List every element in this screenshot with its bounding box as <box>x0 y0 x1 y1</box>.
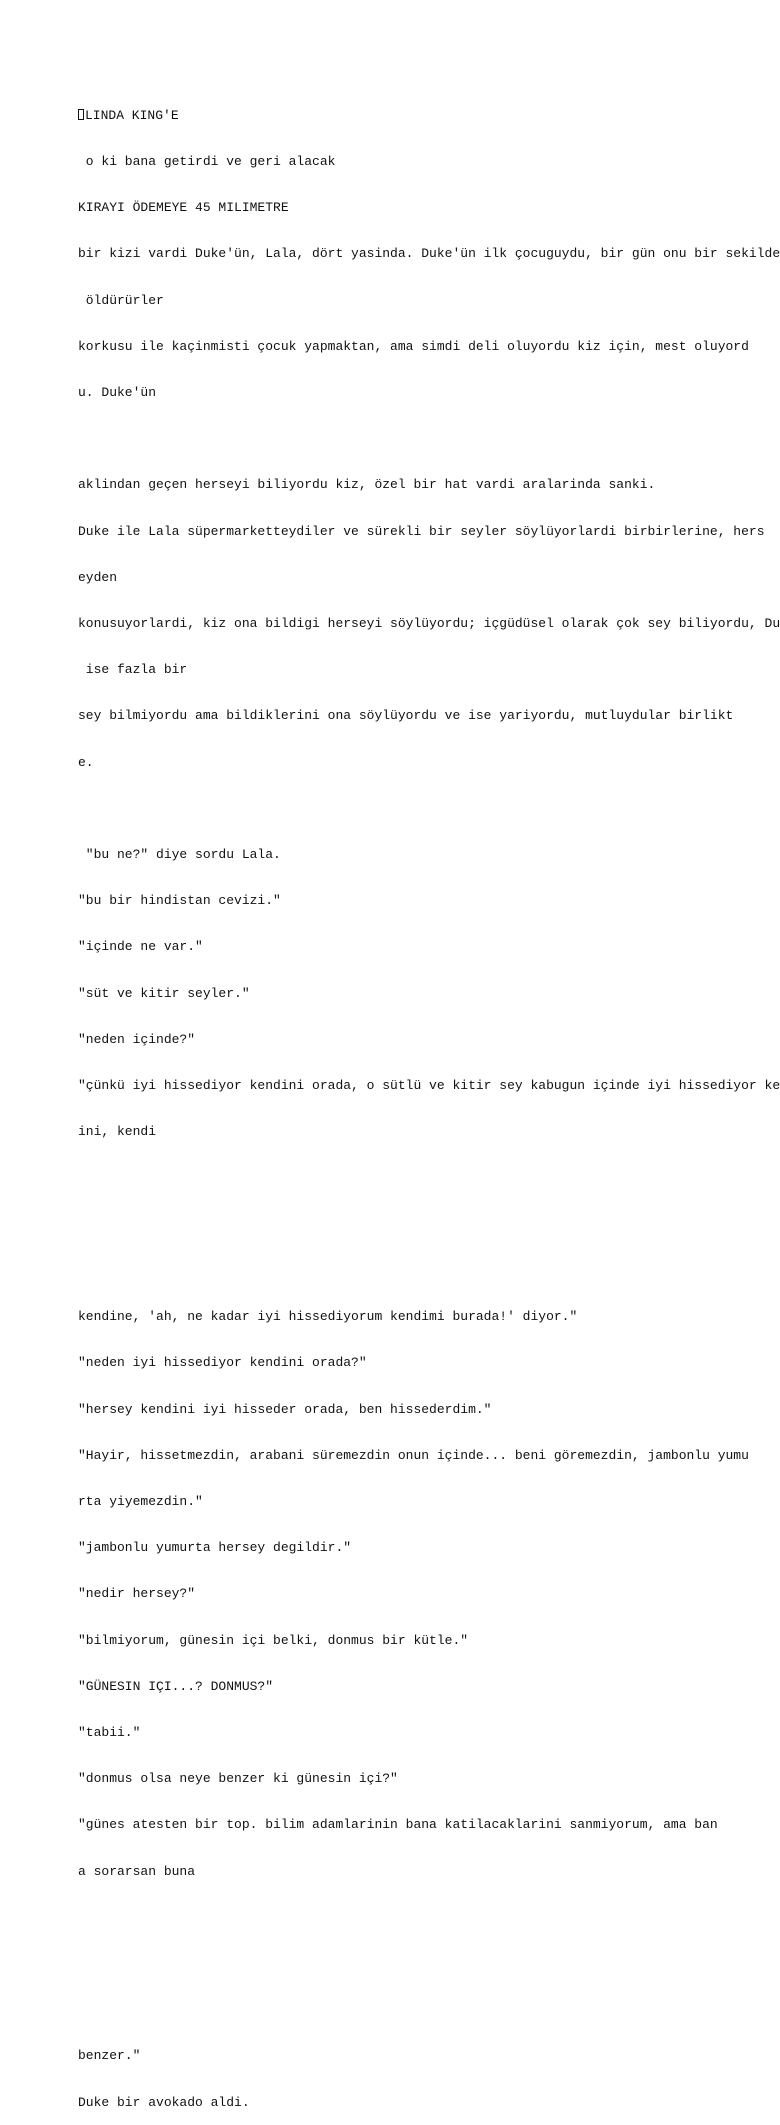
text-line: korkusu ile kaçinmisti çocuk yapmaktan, ama simdi deli oluyordu kiz için, mest oluyord <box>78 338 749 354</box>
text-line: "bu ne?" diye sordu Lala. <box>78 847 281 863</box>
blank-line <box>78 1910 768 1925</box>
text-line: Duke bir avokado aldi. <box>78 2094 250 2110</box>
text-line: kendine, 'ah, ne kadar iyi hissediyorum kendimi burada!' diyor." <box>78 1309 578 1325</box>
title-line <box>78 108 768 123</box>
text-line: ise fazla bir <box>78 662 188 678</box>
text-line: ini, kendi <box>78 1124 157 1140</box>
text-line: benzer." <box>78 2048 141 2064</box>
missing-glyph-icon <box>78 109 84 120</box>
text-line: "tabii." <box>78 1724 141 1740</box>
text-line: sey bilmiyordu ama bildiklerini ona söylüyordu ve ise yariyordu, mutluydular birlikt <box>78 708 734 724</box>
text-line: u. Duke'ün <box>78 385 157 401</box>
title-text: LINDA KING'E <box>85 107 179 123</box>
text-line: "süt ve kitir seyler." <box>78 985 250 1001</box>
text-line: "GÜNESIN IÇI...? DONMUS?" <box>78 1678 274 1694</box>
blank-line <box>78 431 768 446</box>
text-line: a sorarsan buna <box>78 1863 196 1879</box>
text-line: o ki bana getirdi ve geri alacak <box>78 154 336 170</box>
blank-line <box>78 1170 768 1185</box>
text-line: konusuyorlardi, kiz ona bildigi herseyi söylüyordu; içgüdüsel olarak çok sey biliyordu, Du <box>78 616 780 632</box>
text-line: rta yiyemezdin." <box>78 1493 203 1509</box>
text-line: "neden içinde?" <box>78 1031 196 1047</box>
text-line: "içinde ne var." <box>78 939 203 955</box>
text-line: "donmus olsa neye benzer ki günesin içi?" <box>78 1771 398 1787</box>
text-line: "nedir hersey?" <box>78 1586 196 1602</box>
text-line: eyden <box>78 569 118 585</box>
text-line: öldürürler <box>78 292 164 308</box>
text-line: Duke ile Lala süpermarketteydiler ve sürekli bir seyler söylüyorlardi birbirlerine, hers <box>78 523 765 539</box>
document-body <box>78 77 780 2125</box>
text-line: aklindan geçen herseyi biliyordu kiz, özel bir hat vardi aralarinda sanki. <box>78 477 656 493</box>
text-line: "neden iyi hissediyor kendini orada?" <box>78 1355 367 1371</box>
blank-line <box>78 1263 768 1278</box>
text-line: "günes atesten bir top. bilim adamlarinin bana katilacaklarini sanmiyorum, ama ban <box>78 1817 718 1833</box>
blank-line <box>78 2002 768 2017</box>
text-line: "Hayir, hissetmezdin, arabani süremezdin onun içinde... beni göremezdin, jambonlu yumu <box>78 1447 749 1463</box>
text-line: e. <box>78 754 94 770</box>
blank-line <box>78 801 768 816</box>
text-line: "bilmiyorum, günesin içi belki, donmus bir kütle." <box>78 1632 469 1648</box>
text-line: KIRAYI ÖDEMEYE 45 MILIMETRE <box>78 200 289 216</box>
blank-line <box>78 1956 768 1971</box>
text-line: "hersey kendini iyi hisseder orada, ben hissederdim." <box>78 1401 492 1417</box>
blank-line <box>78 1217 768 1232</box>
text-line: "jambonlu yumurta hersey degildir." <box>78 1540 352 1556</box>
text-line: "çünkü iyi hissediyor kendini orada, o sütlü ve kitir sey kabugun içinde iyi hissediyor ke <box>78 1078 780 1094</box>
text-line: bir kizi vardi Duke'ün, Lala, dört yasinda. Duke'ün ilk çocuguydu, bir gün onu bir sekilde <box>78 246 780 262</box>
text-line: "bu bir hindistan cevizi." <box>78 893 281 909</box>
